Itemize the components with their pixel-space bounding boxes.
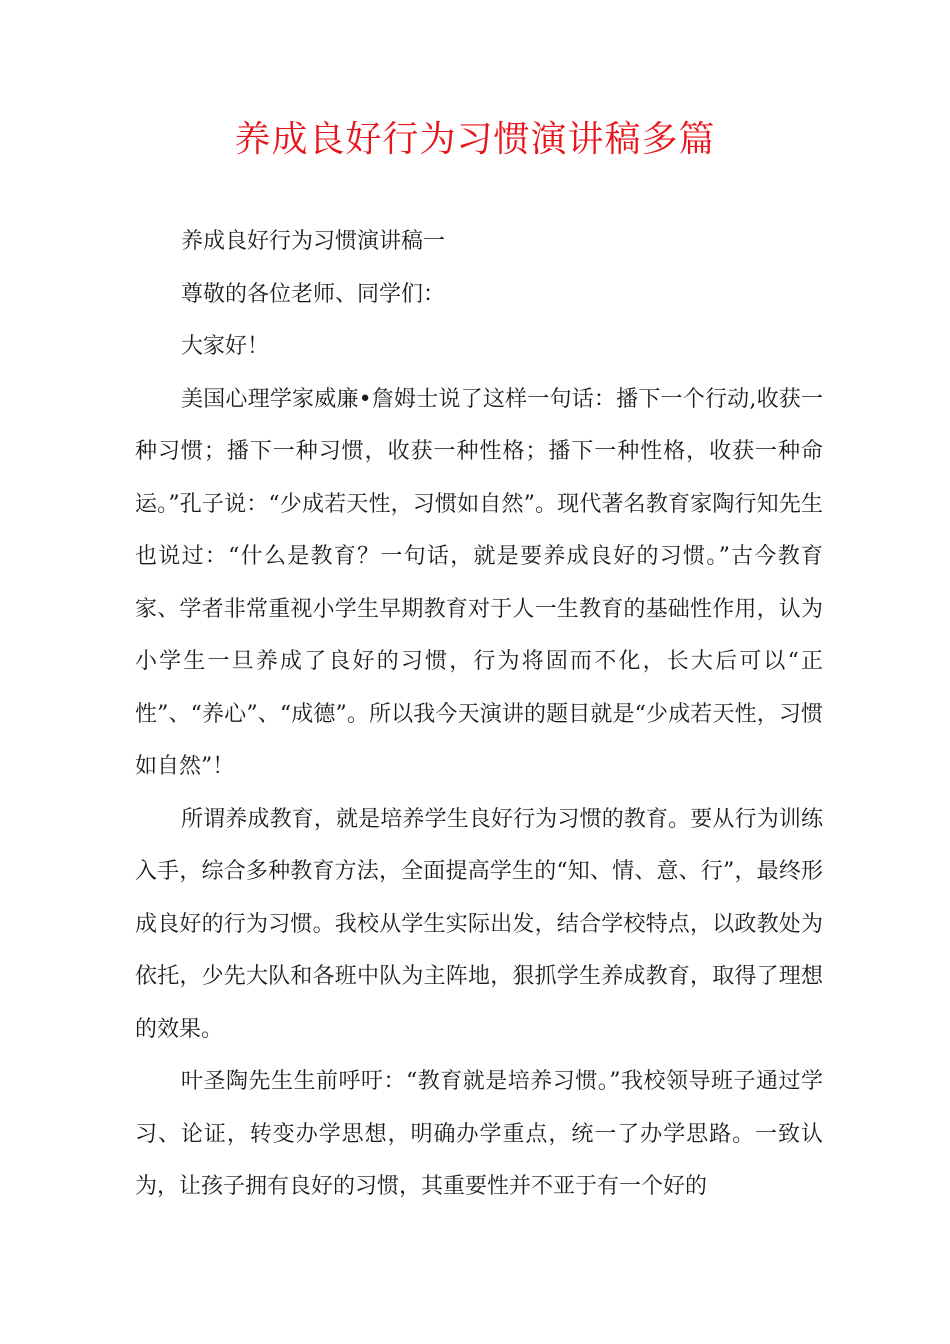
paragraph-heading: 养成良好行为习惯演讲稿一 (181, 229, 446, 254)
document-title: 养成良好行为习惯演讲稿多篇 (234, 119, 716, 160)
paragraph-body: 美国心理学家威廉•詹姆士说了这样一句话：播下一个行动,收获一种习惯；播下一种习惯，收获一种性格；播下一种性格，收获一种命运。”孔子说：“少成若天性，习惯如自然”。现代著名教育家陶行知先生也说过：“什么是教育？一句话，就是要养成良好的习惯。”古今教育家、学者非常重视小学生早期教育对于人一生教育的基础性作用，认为小学生一旦养成了良好的习惯，行为将固而不化，长大后可以“正性”、“养心”、“成德”。所以我今天演讲的题目就是“少成若天性，习惯如自然”！ (135, 386, 823, 779)
paragraph-greeting: 大家好！ (181, 334, 270, 359)
paragraph-body: 叶圣陶先生生前呼吁：“教育就是培养习惯。”我校领导班子通过学习、论证，转变办学思想，明确办学重点，统一了办学思路。一致认为，让孩子拥有良好的习惯，其重要性并不亚于有一个好的 (135, 1069, 823, 1199)
paragraph-body: 所谓养成教育，就是培养学生良好行为习惯的教育。要从行为训练入手，综合多种教育方法，全面提高学生的“知、情、意、行”，最终形成良好的行为习惯。我校从学生实际出发，结合学校特点，以政教处为依托，少先大队和各班中队为主阵地，狠抓学生养成教育，取得了理想的效果。 (135, 806, 823, 1042)
document-body (135, 216, 823, 1214)
paragraph-salutation: 尊敬的各位老师、同学们： (181, 281, 446, 307)
